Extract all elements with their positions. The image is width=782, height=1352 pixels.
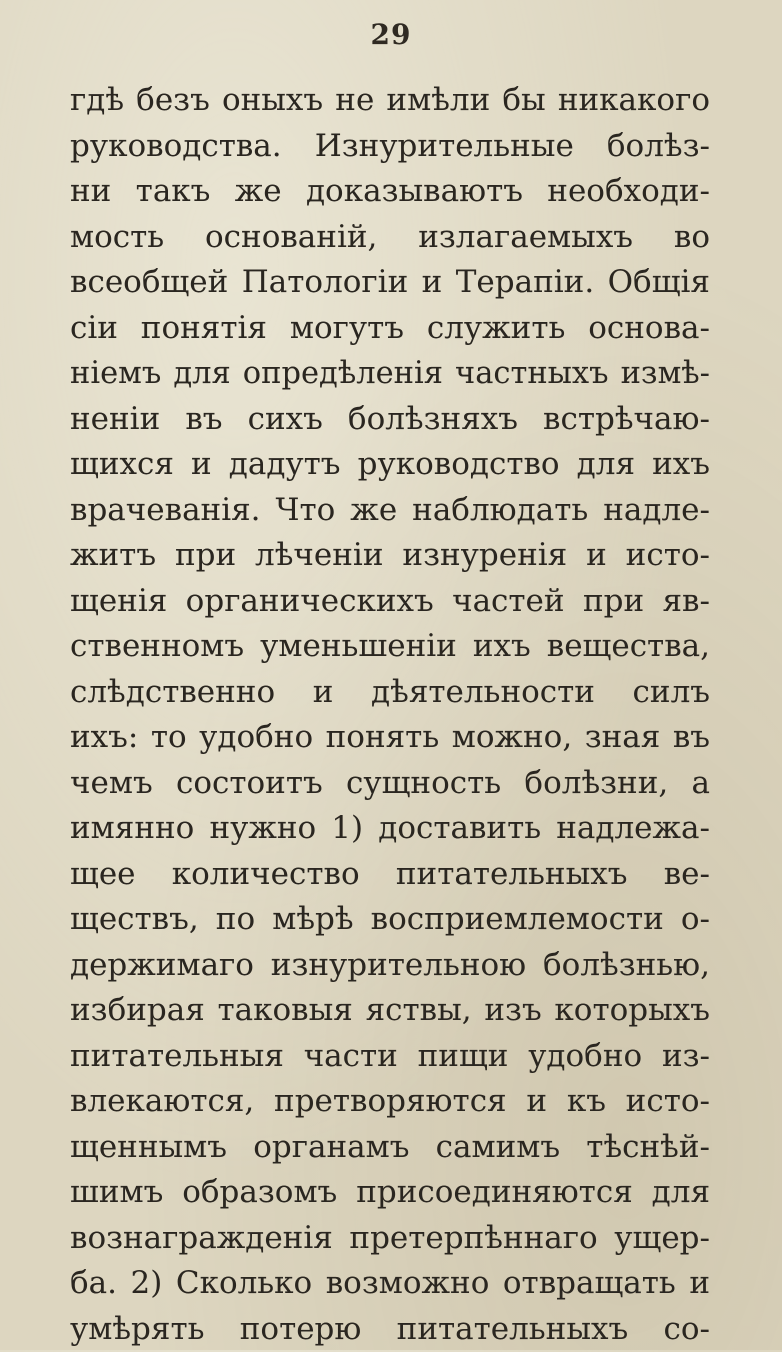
text-line: ихъ: то удобно понять можно, зная въ: [70, 715, 710, 761]
page-number: 29: [0, 18, 782, 51]
text-line: избирая таковыя яствы, изъ которыхъ: [70, 988, 710, 1034]
text-line: мость основаній, излагаемыхъ во: [70, 215, 710, 261]
text-line: щихся и дадутъ руководство для ихъ: [70, 442, 710, 488]
text-line: вознагражденія претерпѣннаго ущер-: [70, 1216, 710, 1262]
text-line: питательныя части пищи удобно из-: [70, 1034, 710, 1080]
text-line: ба. 2) Сколько возможно отвращать и: [70, 1261, 710, 1307]
text-line: чемъ состоитъ сущность болѣзни, а: [70, 761, 710, 807]
text-line: гдѣ безъ оныхъ не имѣли бы никакого: [70, 78, 710, 124]
text-line: руководства. Изнурительные болѣз-: [70, 124, 710, 170]
text-line: неніи въ сихъ болѣзняхъ встрѣчаю-: [70, 397, 710, 443]
text-line: сіи понятія могутъ служить основа-: [70, 306, 710, 352]
text-line: влекаются, претворяются и къ исто-: [70, 1079, 710, 1125]
text-line: житъ при лѣченіи изнуренія и исто-: [70, 533, 710, 579]
text-line: щеннымъ органамъ самимъ тѣснѣй-: [70, 1125, 710, 1171]
body-text: [70, 78, 710, 1352]
text-line: держимаго изнурительною болѣзнью,: [70, 943, 710, 989]
text-line: ни такъ же доказываютъ необходи-: [70, 169, 710, 215]
text-line: ніемъ для опредѣленія частныхъ измѣ-: [70, 351, 710, 397]
text-line: врачеванія. Что же наблюдать надле-: [70, 488, 710, 534]
text-line: щенія органическихъ частей при яв-: [70, 579, 710, 625]
text-line: щее количество питательныхъ ве-: [70, 852, 710, 898]
text-line: ственномъ уменьшеніи ихъ вещества,: [70, 624, 710, 670]
text-line: имянно нужно 1) доставить надлежа-: [70, 806, 710, 852]
text-line: умѣрять потерю питательныхъ со-: [70, 1307, 710, 1352]
text-line: ществъ, по мѣрѣ восприемлемости о-: [70, 897, 710, 943]
text-line: шимъ образомъ присоединяются для: [70, 1170, 710, 1216]
text-line: слѣдственно и дѣятельности силъ: [70, 670, 710, 716]
text-line: всеобщей Патологіи и Терапіи. Общія: [70, 260, 710, 306]
